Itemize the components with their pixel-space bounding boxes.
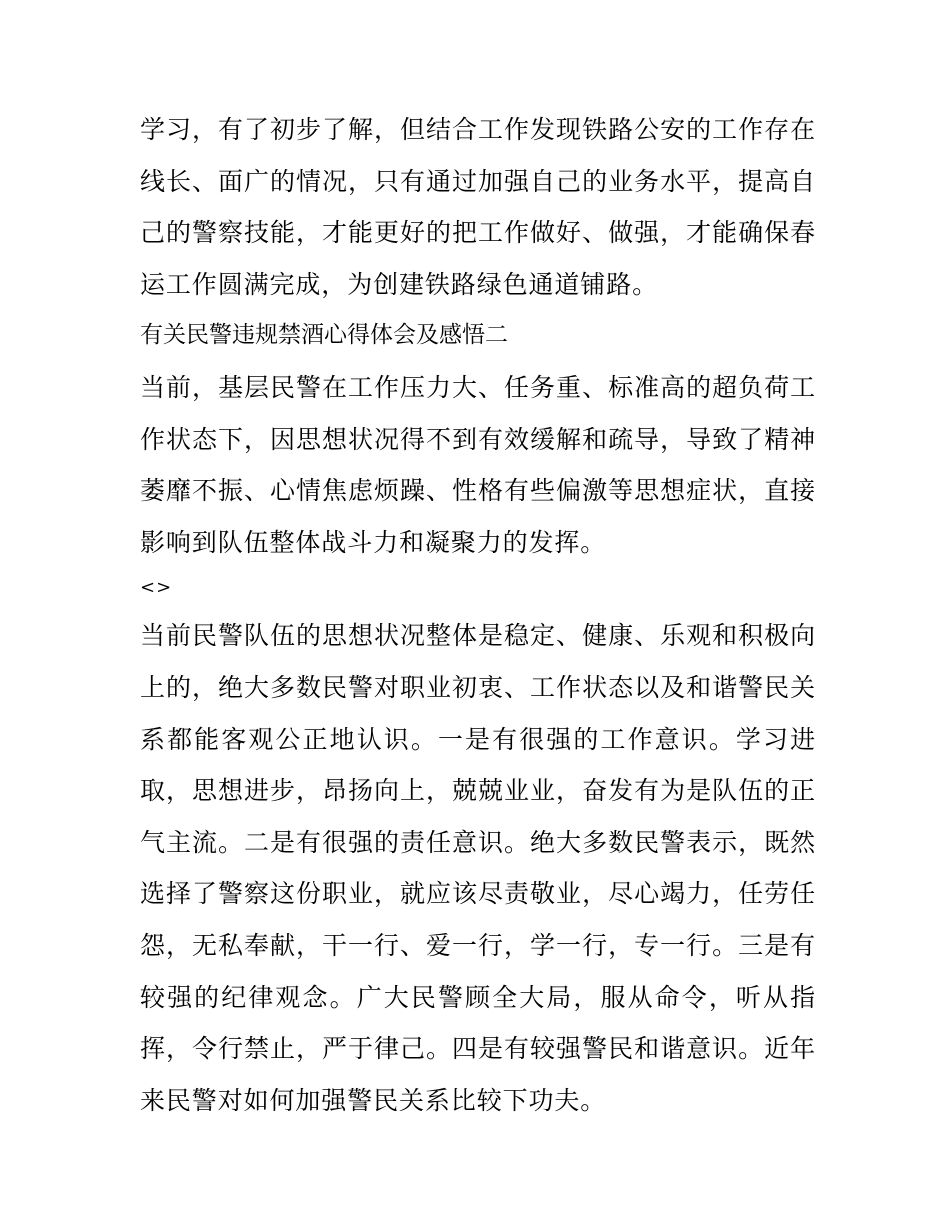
- document-body: [140, 104, 816, 1126]
- paragraph-2: 当前，基层民警在工作压力大、任务重、标准高的超负荷工作状态下，因思想状况得不到有效缓解和疏导，导致了精神萎靡不振、心情焦虑烦躁、性格有些偏激等思想症状，直接影响到队伍整体战斗力和凝聚力的发挥。: [140, 372, 816, 557]
- paragraph-1: 学习，有了初步了解，但结合工作发现铁路公安的工作存在线长、面广的情况，只有通过加强自己的业务水平，提高自己的警察技能，才能更好的把工作做好、做强，才能确保春运工作圆满完成，为创建铁路绿色通道铺路。: [140, 115, 816, 299]
- angle-bracket-marker: <>: [140, 577, 173, 599]
- paragraph-3: 当前民警队伍的思想状况整体是稳定、健康、乐观和积极向上的，绝大多数民警对职业初衷、工作状态以及和谐警民关系都能客观公正地认识。一是有很强的工作意识。学习进取，思想进步，昂扬向上，兢兢业业，奋发有为是队伍的正气主流。二是有很强的责任意识。绝大多数民警表示，既然选择了警察这份职业，就应该尽责敬业，尽心竭力，任劳任怨，无私奉献，干一行、爱一行，学一行，专一行。三是有较强的纪律观念。广大民警顾全大局，服从命令，听从指挥，令行禁止，严于律己。四是有较强警民和谐意识。近年来民警对如何加强警民关系比较下功夫。: [140, 621, 816, 1115]
- section-heading: 有关民警违规禁酒心得体会及感悟二: [140, 322, 508, 349]
